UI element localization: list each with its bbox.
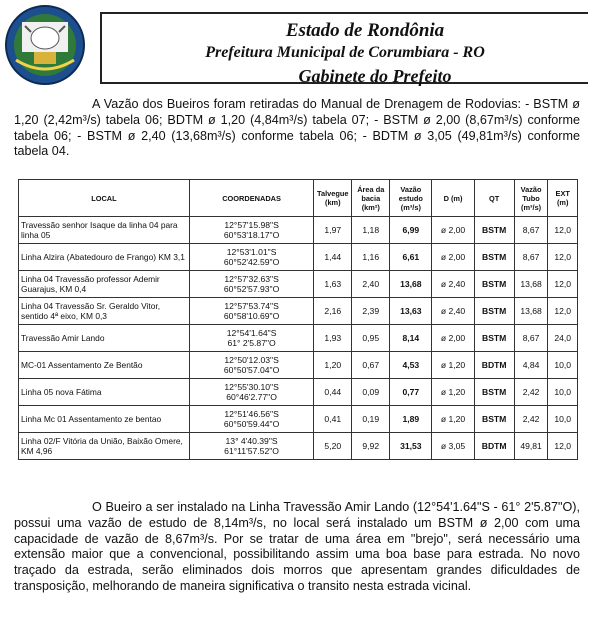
cell-area: 9,92 xyxy=(352,433,390,460)
cell-qt: BSTM xyxy=(474,271,514,298)
cell-local: Linha 05 nova Fátima xyxy=(19,379,190,406)
cell-vazao-estudo: 1,89 xyxy=(390,406,432,433)
cell-coordenadas xyxy=(189,298,313,325)
intro-paragraph xyxy=(14,97,580,160)
state-title: Estado de Rondônia xyxy=(285,20,445,41)
cell-local: Linha Alzira (Abatedouro de Frango) KM 3,1 xyxy=(19,244,190,271)
coord-lon: 60°52'57.93"O xyxy=(223,284,280,294)
cell-qt: BSTM xyxy=(474,244,514,271)
table-row xyxy=(19,217,578,244)
coord-lat: 12°50'12.03"S xyxy=(224,355,279,365)
cell-ext: 12,0 xyxy=(548,433,578,460)
letterhead xyxy=(0,0,600,92)
cell-diametro: ø 1,20 xyxy=(432,352,474,379)
cell-diametro: ø 2,40 xyxy=(432,271,474,298)
cell-diametro: ø 2,40 xyxy=(432,298,474,325)
cell-area: 1,18 xyxy=(352,217,390,244)
table-row xyxy=(19,298,578,325)
cell-local: Linha 04 Travessão Sr. Geraldo Vitor, sentido 4ª eixo, KM 0,3 xyxy=(19,298,190,325)
cell-qt: BSTM xyxy=(474,298,514,325)
cell-diametro: ø 1,20 xyxy=(432,406,474,433)
cell-coordenadas xyxy=(189,325,313,352)
cell-vazao-tubo: 2,42 xyxy=(514,379,548,406)
cell-ext: 12,0 xyxy=(548,244,578,271)
cell-talvegue: 2,16 xyxy=(314,298,352,325)
header-qt: QT xyxy=(474,180,514,217)
coord-lon: 61°11'57.52"O xyxy=(224,446,279,456)
cell-ext: 10,0 xyxy=(548,379,578,406)
cell-vazao-estudo: 6,99 xyxy=(390,217,432,244)
cell-coordenadas xyxy=(189,271,313,298)
cell-coordenadas xyxy=(189,352,313,379)
table-row xyxy=(19,271,578,298)
cell-coordenadas xyxy=(189,379,313,406)
cell-area: 0,09 xyxy=(352,379,390,406)
cell-local: MC-01 Assentamento Ze Bentão xyxy=(19,352,190,379)
cell-talvegue: 1,44 xyxy=(314,244,352,271)
cell-ext: 12,0 xyxy=(548,217,578,244)
header-local: LOCAL xyxy=(19,180,190,217)
cell-area: 1,16 xyxy=(352,244,390,271)
gabinete-title: Gabinete do Prefeito xyxy=(298,66,452,86)
coord-lat: 12°57'53.74"S xyxy=(224,301,279,311)
coord-lat: 12°53'1.01"S xyxy=(226,247,277,257)
cell-vazao-tubo: 8,67 xyxy=(514,244,548,271)
cell-area: 0,67 xyxy=(352,352,390,379)
cell-coordenadas xyxy=(189,217,313,244)
cell-vazao-tubo: 4,84 xyxy=(514,352,548,379)
cell-vazao-estudo: 13,68 xyxy=(390,271,432,298)
cell-vazao-tubo: 8,67 xyxy=(514,217,548,244)
cell-vazao-estudo: 13,63 xyxy=(390,298,432,325)
cell-local: Travessão Amir Lando xyxy=(19,325,190,352)
culvert-table xyxy=(18,179,578,460)
coord-lon: 60°50'57.04"O xyxy=(223,365,280,375)
table-row xyxy=(19,406,578,433)
cell-area: 2,40 xyxy=(352,271,390,298)
cell-ext: 10,0 xyxy=(548,406,578,433)
cell-area: 0,95 xyxy=(352,325,390,352)
coord-lat: 12°51'46.56"S xyxy=(224,409,279,419)
coord-lat: 12°57'32.63"S xyxy=(224,274,279,284)
coord-lon: 60°53'18.17"O xyxy=(223,230,280,240)
header-vazao-estudo: Vazão estudo (m³/s) xyxy=(390,180,432,217)
cell-vazao-tubo: 13,68 xyxy=(514,298,548,325)
prefeitura-title: Prefeitura Municipal de Corumbiara - RO xyxy=(205,44,485,61)
cell-diametro: ø 3,05 xyxy=(432,433,474,460)
cell-qt: BDTM xyxy=(474,433,514,460)
cell-ext: 12,0 xyxy=(548,298,578,325)
cell-ext: 24,0 xyxy=(548,325,578,352)
cell-talvegue: 5,20 xyxy=(314,433,352,460)
table-row xyxy=(19,244,578,271)
cell-vazao-tubo: 8,67 xyxy=(514,325,548,352)
cell-vazao-estudo: 8,14 xyxy=(390,325,432,352)
cell-talvegue: 0,44 xyxy=(314,379,352,406)
table-row xyxy=(19,352,578,379)
cell-vazao-tubo: 13,68 xyxy=(514,271,548,298)
intro-text: A Vazão dos Bueiros foram retiradas do Manual de Drenagem de Rodovias: - BSTM ø 1,20 (2,42m³/s) tabela 06; BDTM ø 1,20 (4,84m³/s) tabela 07; - BSTM ø 2,00 (8,67m³/s) conforme tabela 06; - BSTM ø 2,40 (13,68m³/s) conforme tabela 06; - BDTM ø 3,05 (49,81m³/s) conforme tabela 04. xyxy=(14,97,580,159)
table-header-row xyxy=(19,180,578,217)
cell-local: Travessão senhor Isaque da linha 04 para linha 05 xyxy=(19,217,190,244)
cell-area: 0,19 xyxy=(352,406,390,433)
table-row xyxy=(19,379,578,406)
cell-vazao-estudo: 31,53 xyxy=(390,433,432,460)
header-area: Área da bacia (km²) xyxy=(352,180,390,217)
cell-diametro: ø 2,00 xyxy=(432,244,474,271)
cell-qt: BSTM xyxy=(474,325,514,352)
coord-lat: 12°54'1.64"S xyxy=(226,328,277,338)
cell-vazao-estudo: 6,61 xyxy=(390,244,432,271)
cell-area: 2,39 xyxy=(352,298,390,325)
cell-talvegue: 1,63 xyxy=(314,271,352,298)
coord-lat: 12°57'15.98"S xyxy=(224,220,279,230)
coord-lon: 60°46'2.77"O xyxy=(226,392,277,402)
conclusion-paragraph xyxy=(14,500,580,595)
header-diametro: D (m) xyxy=(432,180,474,217)
cell-vazao-tubo: 49,81 xyxy=(514,433,548,460)
cell-talvegue: 1,20 xyxy=(314,352,352,379)
coord-lat: 12°55'30.10"S xyxy=(224,382,279,392)
municipal-seal-icon xyxy=(4,4,86,86)
conclusion-text: O Bueiro a ser instalado na Linha Travessão Amir Lando (12°54'1.64"S - 61° 2'5.87"O), possui uma vazão de estudo de 8,14m³/s, no local será instalado um BSTM ø 2,00 com uma capacidade de vazão de 8,67m³/s. Por se tratar de uma área em "brejo", será necessário uma extensão maior que a convencional, possibilitando assim uma boa base para estrada. No novo traçado da estrada, serão eliminados dois morros que apresentam grandes dificuldades de transposição, melhorando de maneira significativa o transito nesta estrada vicinal. xyxy=(14,500,580,593)
cell-qt: BSTM xyxy=(474,406,514,433)
cell-vazao-estudo: 0,77 xyxy=(390,379,432,406)
coord-lon: 60°52'42.59"O xyxy=(223,257,280,267)
cell-diametro: ø 1,20 xyxy=(432,379,474,406)
coord-lon: 61° 2'5.87"O xyxy=(227,338,276,348)
header-vazao-tubo: Vazão Tubo (m³/s) xyxy=(514,180,548,217)
cell-vazao-estudo: 4,53 xyxy=(390,352,432,379)
cell-talvegue: 1,93 xyxy=(314,325,352,352)
coord-lon: 60°58'10.69"O xyxy=(223,311,280,321)
cell-vazao-tubo: 2,42 xyxy=(514,406,548,433)
cell-local: Linha Mc 01 Assentamento ze bentao xyxy=(19,406,190,433)
cell-qt: BSTM xyxy=(474,217,514,244)
header-title-box xyxy=(100,12,588,84)
cell-qt: BSTM xyxy=(474,379,514,406)
table-row xyxy=(19,433,578,460)
coord-lon: 60°50'59.44"O xyxy=(223,419,280,429)
cell-coordenadas xyxy=(189,244,313,271)
cell-talvegue: 0,41 xyxy=(314,406,352,433)
cell-local: Linha 02/F Vitória da União, Baixão Omere, KM 4,96 xyxy=(19,433,190,460)
cell-talvegue: 1,97 xyxy=(314,217,352,244)
cell-coordenadas xyxy=(189,433,313,460)
cell-qt: BDTM xyxy=(474,352,514,379)
header-coordenadas: COORDENADAS xyxy=(189,180,313,217)
cell-ext: 12,0 xyxy=(548,271,578,298)
cell-diametro: ø 2,00 xyxy=(432,325,474,352)
cell-ext: 10,0 xyxy=(548,352,578,379)
cell-local: Linha 04 Travessão professor Ademir Guarajus, KM 0,4 xyxy=(19,271,190,298)
header-talvegue: Talvegue (km) xyxy=(314,180,352,217)
coord-lat: 13° 4'40.39"S xyxy=(225,436,278,446)
cell-diametro: ø 2,00 xyxy=(432,217,474,244)
table-row xyxy=(19,325,578,352)
header-ext: EXT (m) xyxy=(548,180,578,217)
cell-coordenadas xyxy=(189,406,313,433)
